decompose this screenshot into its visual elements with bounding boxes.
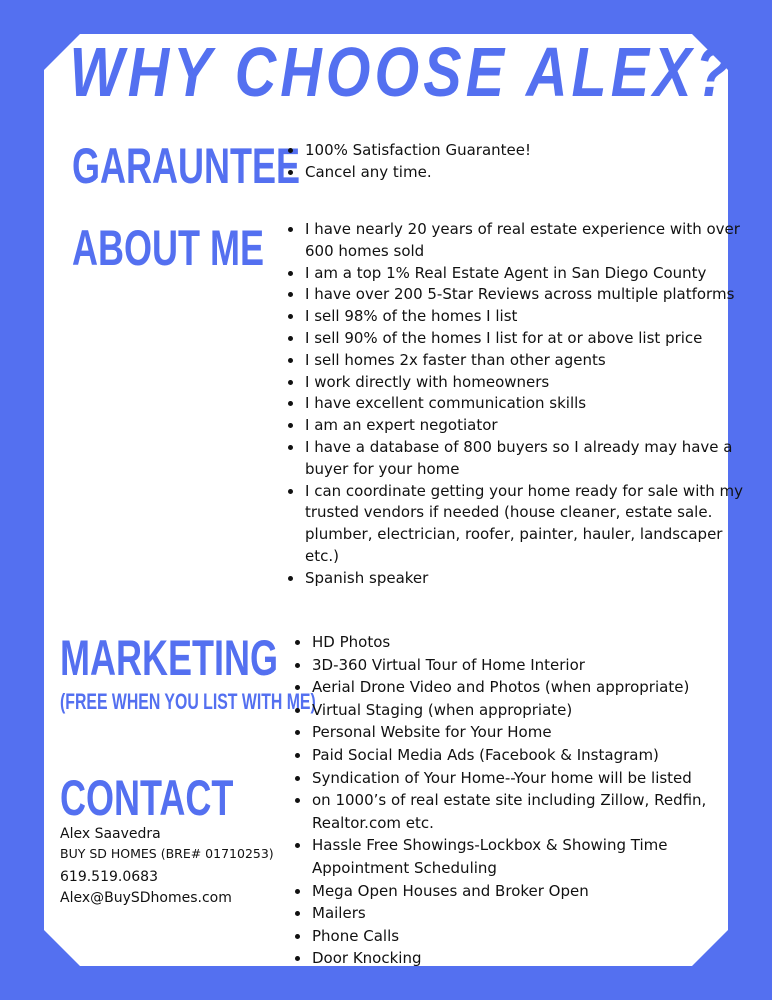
- list-item: • 3D-360 Virtual Tour of Home Interior: [311, 654, 743, 677]
- marketing-heading: MARKETING: [60, 630, 278, 686]
- list-item: • Cancel any time.: [304, 162, 744, 184]
- list-item: • Spanish speaker: [304, 568, 744, 590]
- contact-phone[interactable]: 619.519.0683: [60, 869, 158, 885]
- contact-heading: CONTACT: [60, 770, 234, 826]
- about-list: [286, 219, 744, 590]
- guarantee-heading: GARAUNTEE: [72, 138, 301, 194]
- list-item: • Syndication of Your Home--Your home will be listed: [311, 767, 743, 790]
- list-item: • Aerial Drone Video and Photos (when appropriate): [311, 676, 743, 699]
- list-item: • I sell 98% of the homes I list: [304, 306, 744, 328]
- list-item: • Mega Open Houses and Broker Open: [311, 880, 743, 903]
- list-item: • Mailers: [311, 902, 743, 925]
- list-item: • on 1000’s of real estate site including Zillow, Redfin, Realtor.com etc.: [311, 789, 743, 834]
- marketing-subheading: (FREE WHEN YOU LIST WITH ME): [60, 689, 316, 714]
- list-item: • I have a database of 800 buyers so I already may have a buyer for your home: [304, 437, 744, 481]
- list-item: • I have excellent communication skills: [304, 393, 744, 415]
- list-item: • Hassle Free Showings-Lockbox & Showing Time Appointment Scheduling: [311, 834, 743, 879]
- list-item: • I have over 200 5-Star Reviews across multiple platforms: [304, 284, 744, 306]
- list-item: • I sell homes 2x faster than other agents: [304, 350, 744, 372]
- page-title: WHY CHOOSE ALEX?: [69, 33, 735, 111]
- list-item: • Paid Social Media Ads (Facebook & Instagram): [311, 744, 743, 767]
- list-item: • Phone Calls: [311, 925, 743, 948]
- about-heading: ABOUT ME: [72, 220, 264, 276]
- list-item: • I have nearly 20 years of real estate experience with over 600 homes sold: [304, 219, 744, 263]
- list-item: • I am an expert negotiator: [304, 415, 744, 437]
- list-item: • 100% Satisfaction Guarantee!: [304, 140, 744, 162]
- marketing-list: [293, 631, 743, 970]
- contact-name: Alex Saavedra: [60, 826, 161, 842]
- list-item: • Personal Website for Your Home: [311, 721, 743, 744]
- list-item: • HD Photos: [311, 631, 743, 654]
- list-item: • Door Knocking: [311, 947, 743, 970]
- contact-email[interactable]: Alex@BuySDhomes.com: [60, 890, 232, 906]
- list-item: • I am a top 1% Real Estate Agent in San Diego County: [304, 263, 744, 285]
- list-item: • I work directly with homeowners: [304, 372, 744, 394]
- contact-company: BUY SD HOMES (BRE# 01710253): [60, 846, 274, 861]
- list-item: • I can coordinate getting your home ready for sale with my trusted vendors if needed (house cleaner, estate sale. plumber, electrician, roofer, painter, hauler, landscaper etc.): [304, 481, 744, 568]
- list-item: • Virtual Staging (when appropriate): [311, 699, 743, 722]
- contact-block: [60, 824, 300, 908]
- guarantee-list: [286, 140, 744, 184]
- list-item: • I sell 90% of the homes I list for at or above list price: [304, 328, 744, 350]
